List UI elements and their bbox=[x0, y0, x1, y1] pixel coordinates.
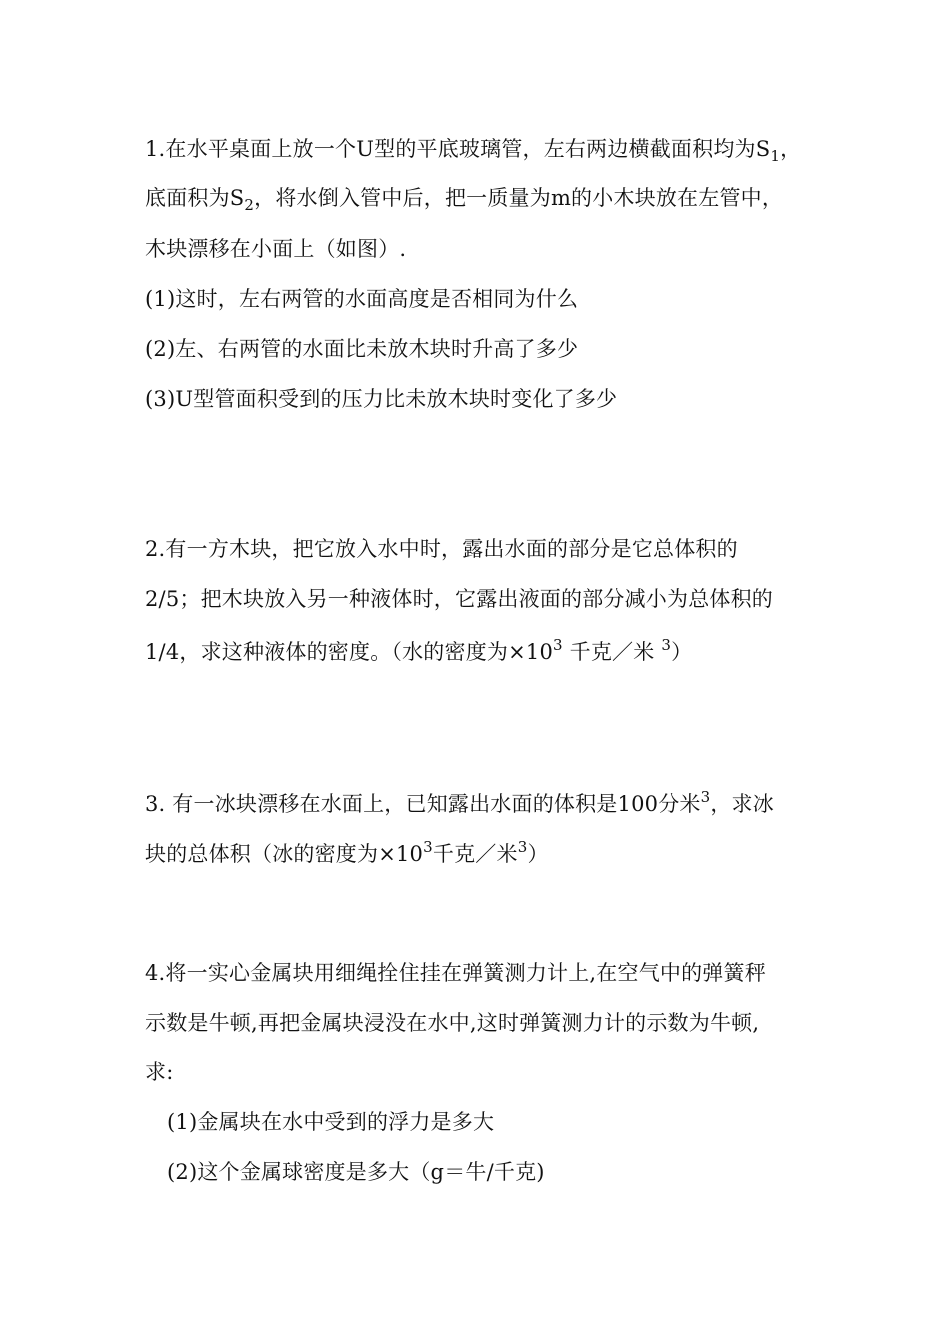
superscript: 3 bbox=[700, 788, 711, 806]
q4-line-3: 求: bbox=[145, 1060, 174, 1084]
q1-part-1: (1)这时，左右两管的水面高度是否相同为什么 bbox=[145, 287, 579, 311]
superscript: 3 bbox=[517, 838, 528, 856]
superscript: 3 bbox=[553, 636, 563, 654]
q2-line-3 bbox=[145, 637, 692, 667]
superscript: 3 bbox=[423, 838, 433, 856]
q1-part-2: (2)左、右两管的水面比未放木块时升高了多少 bbox=[145, 337, 579, 361]
q1-text: 1.在水平桌面上放一个U型的平底玻璃管，左右两边横截面积均为S bbox=[145, 137, 771, 161]
q1-line-1 bbox=[145, 134, 801, 164]
q1-text: 底面积为S bbox=[145, 186, 245, 210]
q1-part-3: (3)U型管面积受到的压力比未放木块时变化了多少 bbox=[145, 387, 618, 411]
q2-text: 千克／米 bbox=[562, 640, 662, 664]
q3-line-1 bbox=[145, 789, 774, 819]
q3-text: ，求冰 bbox=[710, 792, 774, 816]
q1-line-3: 木块漂移在小面上（如图）. bbox=[145, 237, 407, 261]
q3-text: 千克／米 bbox=[432, 842, 518, 866]
q4-line-2: 示数是牛顿,再把金属块浸没在水中,这时弹簧测力计的示数为牛顿, bbox=[145, 1011, 760, 1035]
q2-text: 1/4，求这种液体的密度。（水的密度为×10 bbox=[145, 640, 554, 664]
superscript: 3 bbox=[661, 636, 672, 654]
q1-punct: ， bbox=[780, 137, 802, 161]
q4-line-1: 4.将一实心金属块用细绳拴住挂在弹簧测力计上,在空气中的弹簧秤 bbox=[145, 961, 766, 985]
q3-text: 块的总体积（冰的密度为×10 bbox=[145, 842, 424, 866]
q2-punct: ） bbox=[671, 640, 693, 664]
q4-part-2: (2)这个金属球密度是多大（g＝牛/千克) bbox=[167, 1160, 545, 1184]
q2-line-2: 2/5；把木块放入另一种液体时，它露出液面的部分减小为总体积的 bbox=[145, 587, 773, 611]
subscript-1: 1 bbox=[770, 147, 781, 165]
q1-text: ，将水倒入管中后，把一质量为m的小木块放在左管中， bbox=[254, 186, 784, 210]
q4-part-1: (1)金属块在水中受到的浮力是多大 bbox=[167, 1110, 495, 1134]
q3-text: 3. 有一冰块漂移在水面上，已知露出水面的体积是100分米 bbox=[145, 792, 701, 816]
q2-line-1: 2.有一方木块，把它放入水中时，露出水面的部分是它总体积的 bbox=[145, 537, 738, 561]
q3-punct: ） bbox=[527, 842, 549, 866]
subscript-2: 2 bbox=[244, 196, 255, 214]
q3-line-2 bbox=[145, 839, 549, 869]
q1-line-2 bbox=[145, 183, 783, 213]
